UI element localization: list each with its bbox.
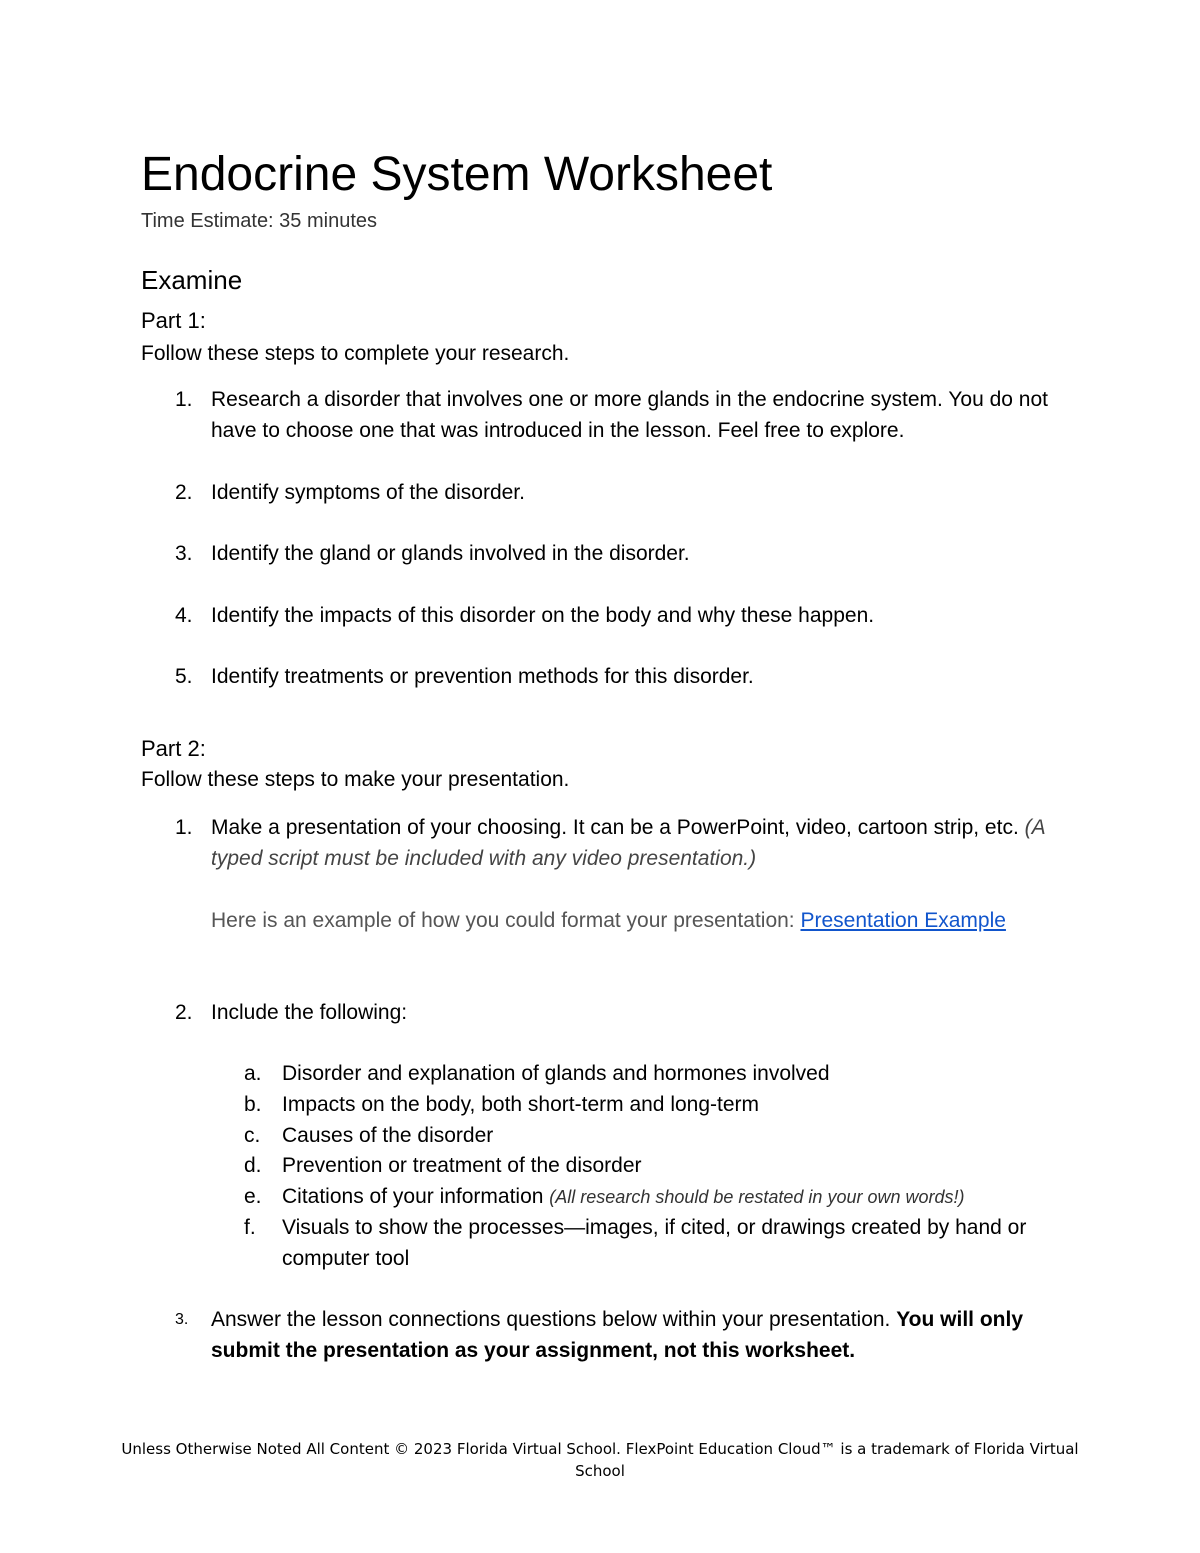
item-letter: c. <box>244 1124 261 1147</box>
citation-note: (All research should be restated in your own words!) <box>549 1187 965 1207</box>
part1-heading: Part 1: <box>141 308 206 333</box>
item-letter: d. <box>244 1154 262 1177</box>
item-text: Impacts on the body, both short-term and long-term <box>282 1093 760 1116</box>
item-text: Identify treatments or prevention methods for this disorder. <box>211 665 754 688</box>
item-text: Prevention or treatment of the disorder <box>282 1154 642 1177</box>
copyright-footer: Unless Otherwise Noted All Content © 2023 Florida Virtual School. FlexPoint Education Cloud™ is a trademark of Florida Virtual School <box>121 1440 1079 1480</box>
item-number: 3. <box>175 542 193 565</box>
time-estimate: Time Estimate: 35 minutes <box>141 210 378 232</box>
item-text: Include the following: <box>211 1001 408 1024</box>
item-text: Causes of the disorder <box>282 1124 494 1147</box>
presentation-example-link[interactable]: Presentation Example <box>800 909 1006 932</box>
item-number: 3. <box>175 1311 189 1328</box>
item-number: 1. <box>175 388 193 411</box>
item-letter: a. <box>244 1062 262 1085</box>
example-text: Here is an example of how you could format your presentation: <box>211 909 801 932</box>
item-number: 5. <box>175 665 193 688</box>
step-text: Answer the lesson connections questions below within your presentation. <box>211 1308 897 1331</box>
part2-intro: Follow these steps to make your presentation. <box>141 768 570 791</box>
item-text: Research a disorder that involves one or more glands in the endocrine system. You do not have to choose one that was introduced in the lesson. Feel free to explore. <box>211 388 1048 442</box>
sub-item-text: Citations of your information <box>282 1185 550 1208</box>
item-letter: f. <box>244 1216 256 1239</box>
part2-heading: Part 2: <box>141 736 206 761</box>
item-letter: e. <box>244 1185 262 1208</box>
example-text-wrap <box>211 905 1061 936</box>
item-text: Identify the impacts of this disorder on the body and why these happen. <box>211 604 875 627</box>
item-number: 1. <box>175 816 193 839</box>
italic-note: (A typed script must be included with any video presentation.) <box>211 816 1045 870</box>
item-number: 2. <box>175 1001 193 1024</box>
page-title: Endocrine System Worksheet <box>141 148 773 201</box>
item-text: Visuals to show the processes—images, if cited, or drawings created by hand or computer tool <box>282 1216 1027 1270</box>
item-text: Identify the gland or glands involved in the disorder. <box>211 542 690 565</box>
item-number: 2. <box>175 481 193 504</box>
item-text <box>282 1181 1042 1213</box>
part1-intro: Follow these steps to complete your research. <box>141 342 570 365</box>
section-heading: Examine <box>141 265 243 295</box>
step-text: Make a presentation of your choosing. It can be a PowerPoint, video, cartoon strip, etc. <box>211 816 1025 839</box>
item-number: 4. <box>175 604 193 627</box>
bold-instruction: You will only submit the presentation as your assignment, not this worksheet. <box>211 1308 1024 1362</box>
item-text <box>211 1304 1061 1366</box>
item-text: Disorder and explanation of glands and hormones involved <box>282 1062 830 1085</box>
item-text: Identify symptoms of the disorder. <box>211 481 525 504</box>
item-letter: b. <box>244 1093 262 1116</box>
item-text <box>211 812 1061 874</box>
